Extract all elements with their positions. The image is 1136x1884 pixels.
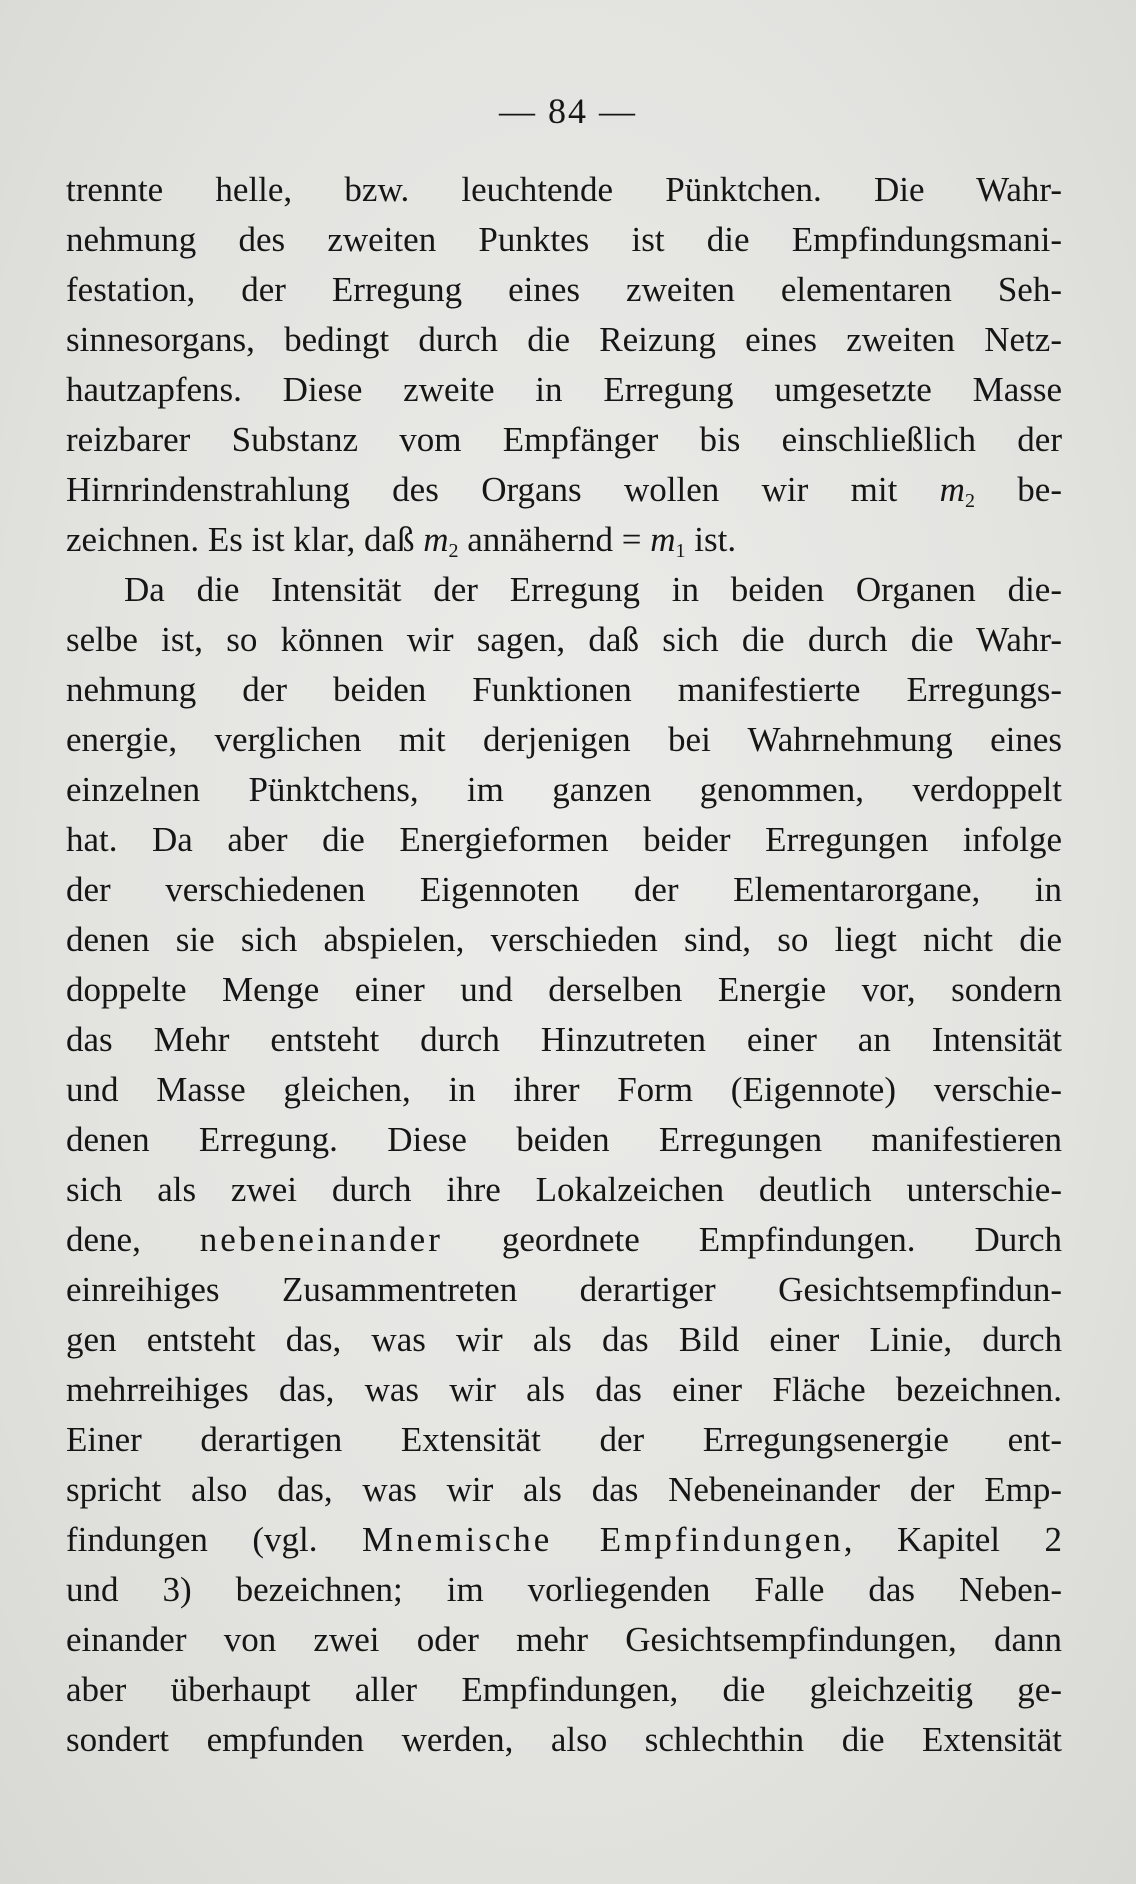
- paragraph-start-line: Da die Intensität der Erregung in beiden Organen die-: [124, 570, 1062, 609]
- text-segment: ist.: [685, 520, 737, 559]
- text-line: Einer derartigen Extensität der Erregungsenergie ent-: [66, 1420, 1062, 1459]
- text-line: spricht also das, was wir als das Nebeneinander der Emp-: [66, 1470, 1062, 1509]
- text-segment: , Kapitel 2: [843, 1520, 1063, 1559]
- text-line: nehmung der beiden Funktionen manifestierte Erregungs-: [66, 670, 1062, 709]
- math-variable: $m_1$: [650, 520, 686, 562]
- text-segment: annähernd =: [458, 520, 651, 559]
- text-line: nehmung des zweiten Punktes ist die Empfindungsmani-: [66, 220, 1062, 259]
- text-line: reizbarer Substanz vom Empfänger bis einschließlich der: [66, 420, 1062, 459]
- text-segment: be-: [974, 470, 1062, 509]
- text-line: [66, 1215, 1062, 1265]
- text-segment: zeichnen. Es ist klar, daß: [66, 520, 424, 559]
- math-variable: $m_2$: [423, 520, 459, 562]
- text-line: hautzapfens. Diese zweite in Erregung umgesetzte Masse: [66, 370, 1062, 409]
- text-line: denen Erregung. Diese beiden Erregungen manifestieren: [66, 1120, 1062, 1159]
- text-segment: geordnete Empfindungen. Durch: [442, 1220, 1062, 1259]
- text-line: energie, verglichen mit derjenigen bei Wahrnehmung eines: [66, 720, 1062, 759]
- text-line: [66, 1515, 1062, 1565]
- text-segment: dene,: [66, 1220, 200, 1259]
- text-line: sinnesorgans, bedingt durch die Reizung eines zweiten Netz-: [66, 320, 1062, 359]
- text-line: selbe ist, so können wir sagen, daß sich die durch die Wahr-: [66, 620, 1062, 659]
- text-line: trennte helle, bzw. leuchtende Pünktchen. Die Wahr-: [66, 170, 1062, 209]
- emphasized-term: nebeneinander: [199, 1220, 443, 1259]
- text-segment: findungen (vgl.: [66, 1520, 362, 1559]
- text-line: [66, 465, 1062, 515]
- text-line: einander von zwei oder mehr Gesichtsempfindungen, dann: [66, 1620, 1062, 1659]
- text-line: sich als zwei durch ihre Lokalzeichen deutlich unterschie-: [66, 1170, 1062, 1209]
- text-line: einreihiges Zusammentreten derartiger Gesichtsempfindun-: [66, 1270, 1062, 1309]
- text-line: gen entsteht das, was wir als das Bild einer Linie, durch: [66, 1320, 1062, 1359]
- page-number: — 84 —: [499, 91, 637, 131]
- text-line: mehrreihiges das, was wir als das einer Fläche bezeichnen.: [66, 1370, 1062, 1409]
- text-segment: Hirnrindenstrahlung des Organs wollen wir mit: [66, 470, 940, 509]
- book-reference: Mnemische Empfindungen: [362, 1520, 844, 1559]
- math-variable: $m_2$: [939, 470, 975, 512]
- text-line: festation, der Erregung eines zweiten elementaren Seh-: [66, 270, 1062, 309]
- text-line: einzelnen Pünktchens, im ganzen genommen, verdoppelt: [66, 770, 1062, 809]
- text-line: [66, 515, 1062, 565]
- text-line: denen sie sich abspielen, verschieden sind, so liegt nicht die: [66, 920, 1062, 959]
- text-line: hat. Da aber die Energieformen beider Erregungen infolge: [66, 820, 1062, 859]
- body-text: [66, 165, 1062, 1765]
- text-line: aber überhaupt aller Empfindungen, die gleichzeitig ge-: [66, 1670, 1062, 1709]
- text-line: doppelte Menge einer und derselben Energie vor, sondern: [66, 970, 1062, 1009]
- text-line: der verschiedenen Eigennoten der Elementarorgane, in: [66, 870, 1062, 909]
- text-line: sondert empfunden werden, also schlechthin die Extensität: [66, 1720, 1062, 1759]
- text-line: und 3) bezeichnen; im vorliegenden Falle das Neben-: [66, 1570, 1062, 1609]
- text-line: und Masse gleichen, in ihrer Form (Eigennote) verschie-: [66, 1070, 1062, 1109]
- text-line: das Mehr entsteht durch Hinzutreten einer an Intensität: [66, 1020, 1062, 1059]
